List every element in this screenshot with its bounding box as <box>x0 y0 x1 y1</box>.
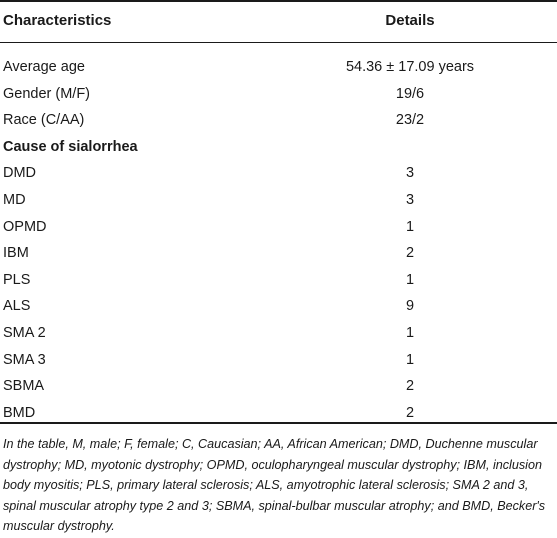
table-row <box>0 348 557 375</box>
row-label: SMA 3 <box>3 351 46 368</box>
table-header-rule <box>0 42 557 43</box>
table-row <box>0 55 557 82</box>
row-value: 3 <box>405 165 415 182</box>
table-row <box>0 241 557 268</box>
row-label: SBMA <box>3 378 45 395</box>
row-label: PLS <box>3 271 31 288</box>
table-header <box>0 0 557 42</box>
table-row <box>0 161 557 188</box>
table-bottom-rule <box>0 422 557 424</box>
row-value: 2 <box>405 378 415 395</box>
table-row <box>0 268 557 295</box>
row-label: BMD <box>3 404 36 421</box>
row-value: 54.36 ± 17.09 years <box>345 59 475 75</box>
table-body <box>0 55 557 427</box>
row-label: Gender (M/F) <box>3 85 91 102</box>
row-value: 1 <box>405 351 415 368</box>
row-label: Race (C/AA) <box>3 112 85 129</box>
row-label: Cause of sialorrhea <box>3 138 138 155</box>
row-value: 19/6 <box>395 85 425 102</box>
row-value: 2 <box>405 404 415 421</box>
table-row <box>0 374 557 401</box>
row-value: 1 <box>405 218 415 235</box>
table-row <box>0 294 557 321</box>
table-section-row <box>0 135 557 162</box>
table-footnote: In the table, M, male; F, female; C, Caucasian; AA, African American; DMD, Duchenne muscular dystrophy; MD, myotonic dystrophy; OPMD, oculopharyngeal muscular dystrophy; IBM, inclusion body myositis; PLS, primary lateral sclerosis; ALS, amyotrophic lateral sclerosis; SMA 2 and 3, spinal muscular atrophy type 2 and 3; SBMA, spinal-bulbar muscular atrophy; and BMD, Becker's muscular dystrophy. <box>3 437 546 533</box>
row-label: OPMD <box>3 218 47 235</box>
row-label: Average age <box>3 59 85 75</box>
row-label: DMD <box>3 165 37 182</box>
header-details: Details <box>385 12 435 29</box>
table-row <box>0 188 557 215</box>
table-row <box>0 108 557 135</box>
row-label: MD <box>3 191 26 208</box>
row-value: 23/2 <box>395 112 425 129</box>
row-value: 1 <box>405 271 415 288</box>
row-value: 3 <box>405 191 415 208</box>
row-label: SMA 2 <box>3 324 46 341</box>
row-value: 9 <box>405 298 415 315</box>
row-label: ALS <box>3 298 31 315</box>
row-value: 2 <box>405 245 415 262</box>
row-label: IBM <box>3 245 29 262</box>
table-row <box>0 215 557 242</box>
table-row <box>0 321 557 348</box>
row-value: 1 <box>405 324 415 341</box>
table-row <box>0 82 557 109</box>
header-characteristics: Characteristics <box>3 12 112 29</box>
